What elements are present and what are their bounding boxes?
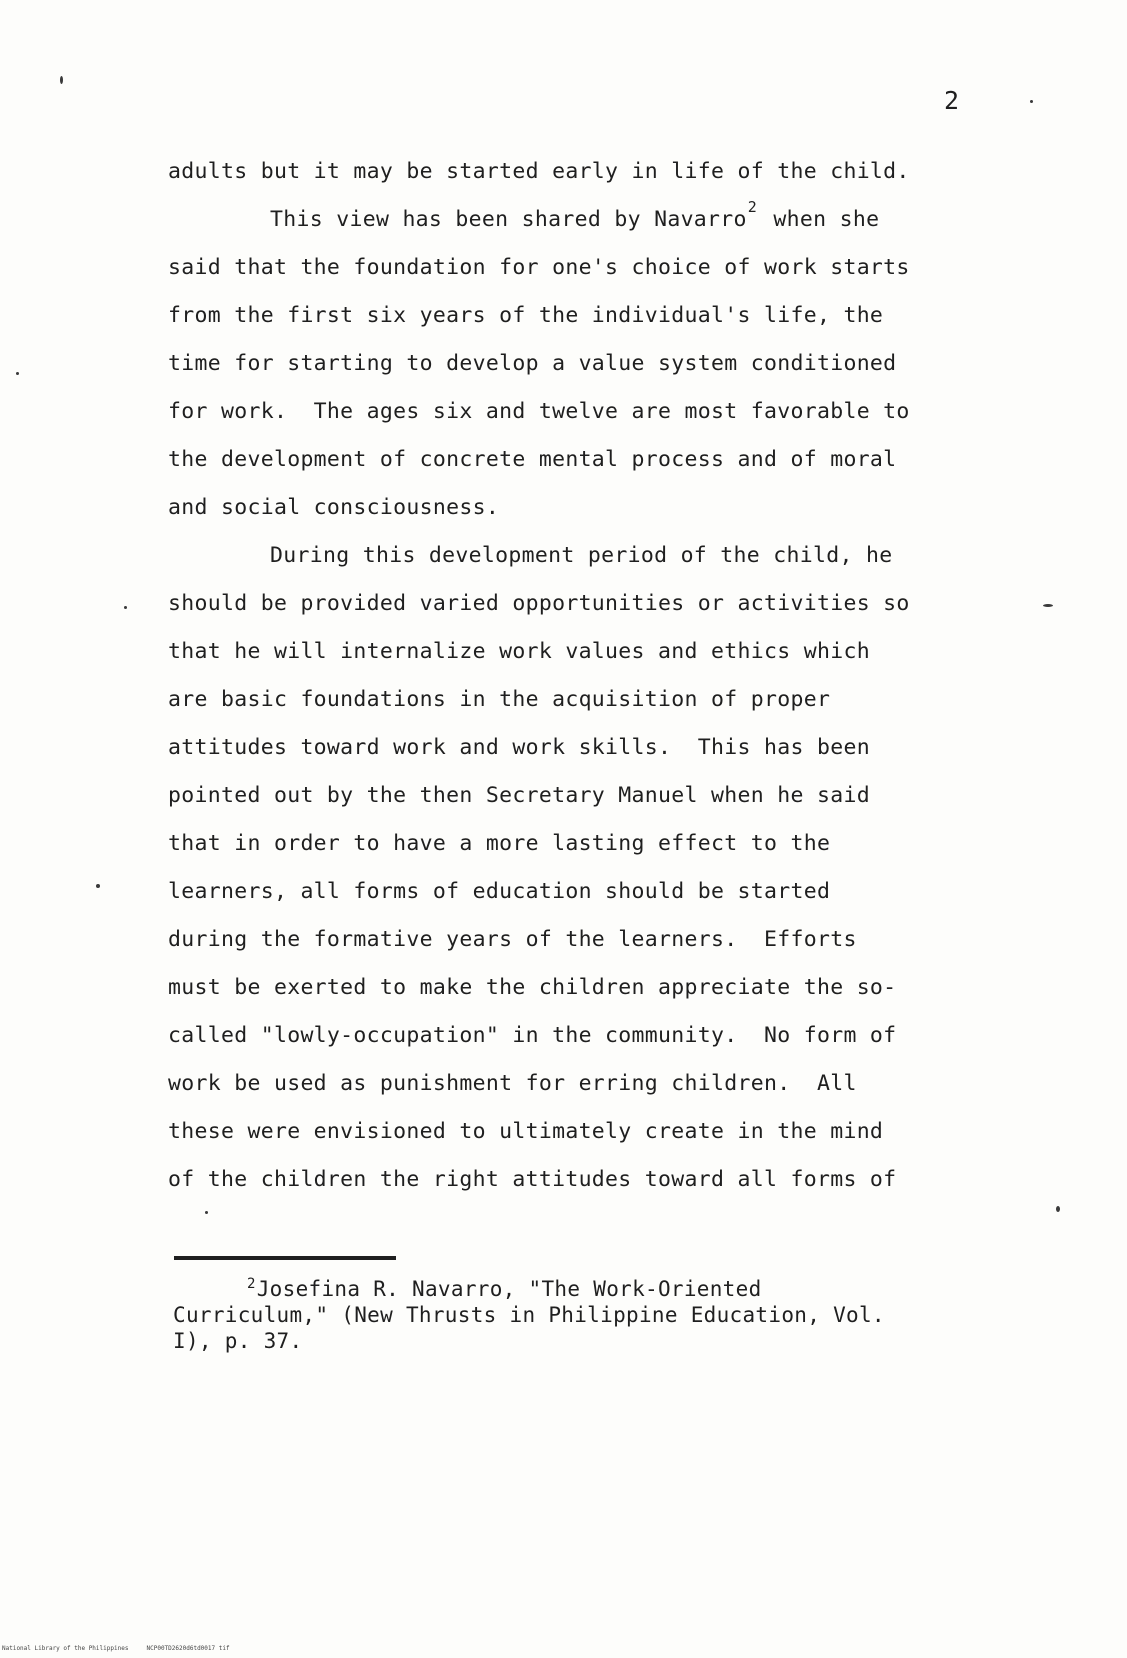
library-name: National Library of the Philippines — [2, 1645, 129, 1652]
line-text: for work. The ages six and twelve are most favorable to — [168, 399, 910, 424]
line-text: are basic foundations in the acquisition of proper — [168, 687, 831, 712]
scan-speck — [60, 76, 63, 84]
line-text: attitudes toward work and work skills. This has been — [168, 735, 870, 760]
text-line — [168, 488, 1068, 536]
text-line — [168, 1112, 1068, 1160]
footnote-text: Curriculum," (New Thrusts in Philippine Education, Vol. — [173, 1303, 885, 1327]
footnote-divider — [174, 1256, 396, 1260]
text-line — [168, 776, 1068, 824]
text-line — [168, 632, 1068, 680]
scan-speck — [205, 1211, 208, 1214]
line-text: called "lowly-occupation" in the community. No form of — [168, 1023, 897, 1048]
line-text-continued: when she — [760, 207, 880, 232]
scan-speck — [16, 372, 19, 375]
text-line — [168, 536, 1068, 584]
text-line — [168, 1160, 1068, 1208]
scan-speck — [1056, 1206, 1060, 1212]
scan-speck — [124, 606, 127, 609]
file-id: NCP00TD2620d6td0017 tif — [146, 1645, 230, 1652]
text-line — [168, 296, 1068, 344]
line-text: should be provided varied opportunities or activities so — [168, 591, 910, 616]
line-text: these were envisioned to ultimately create in the mind — [168, 1119, 884, 1144]
text-line — [168, 1016, 1068, 1064]
text-line — [168, 584, 1068, 632]
footnote-line — [173, 1302, 1073, 1328]
line-text: the development of concrete mental process and of moral — [168, 447, 897, 472]
scan-speck — [1043, 604, 1053, 607]
line-text: work be used as punishment for erring children. All — [168, 1071, 857, 1096]
text-line — [168, 392, 1068, 440]
text-line — [168, 200, 1068, 248]
scan-speck — [1030, 100, 1033, 103]
line-text: must be exerted to make the children appreciate the so- — [168, 975, 897, 1000]
line-text: said that the foundation for one's choice of work starts — [168, 255, 910, 280]
line-text: pointed out by the then Secretary Manuel when he said — [168, 783, 870, 808]
text-line — [168, 872, 1068, 920]
line-text: that he will internalize work values and ethics which — [168, 639, 870, 664]
page-number: 2 — [944, 86, 960, 115]
line-text: from the first six years of the individual's life, the — [168, 303, 884, 328]
text-line — [168, 1064, 1068, 1112]
line-text: during the formative years of the learners. Efforts — [168, 927, 857, 952]
body-text — [168, 152, 1068, 1208]
text-line — [168, 248, 1068, 296]
text-line — [168, 728, 1068, 776]
text-line — [168, 968, 1068, 1016]
line-text: of the children the right attitudes toward all forms of — [168, 1167, 897, 1192]
footnote-line — [173, 1328, 1073, 1354]
scan-footer — [2, 1645, 230, 1652]
footnote-marker: 2 — [247, 1276, 256, 1292]
text-line — [168, 440, 1068, 488]
scan-speck — [96, 884, 100, 888]
text-line — [168, 920, 1068, 968]
text-line — [168, 680, 1068, 728]
line-text: During this development period of the child, he — [270, 543, 893, 568]
line-text: adults but it may be started early in life of the child. — [168, 159, 910, 184]
footnote-line — [173, 1276, 1073, 1302]
footnote-reference: 2 — [747, 198, 758, 216]
text-line — [168, 824, 1068, 872]
footnote-text: Josefina R. Navarro, "The Work-Oriented — [256, 1277, 762, 1301]
line-text: and social consciousness. — [168, 495, 500, 520]
line-text: learners, all forms of education should be started — [168, 879, 831, 904]
text-line — [168, 152, 1068, 200]
footnote-text: I), p. 37. — [173, 1329, 303, 1353]
text-line — [168, 344, 1068, 392]
footnote — [173, 1276, 1073, 1354]
line-text: that in order to have a more lasting effect to the — [168, 831, 831, 856]
line-text: This view has been shared by Navarro — [270, 207, 747, 232]
line-text: time for starting to develop a value system conditioned — [168, 351, 897, 376]
